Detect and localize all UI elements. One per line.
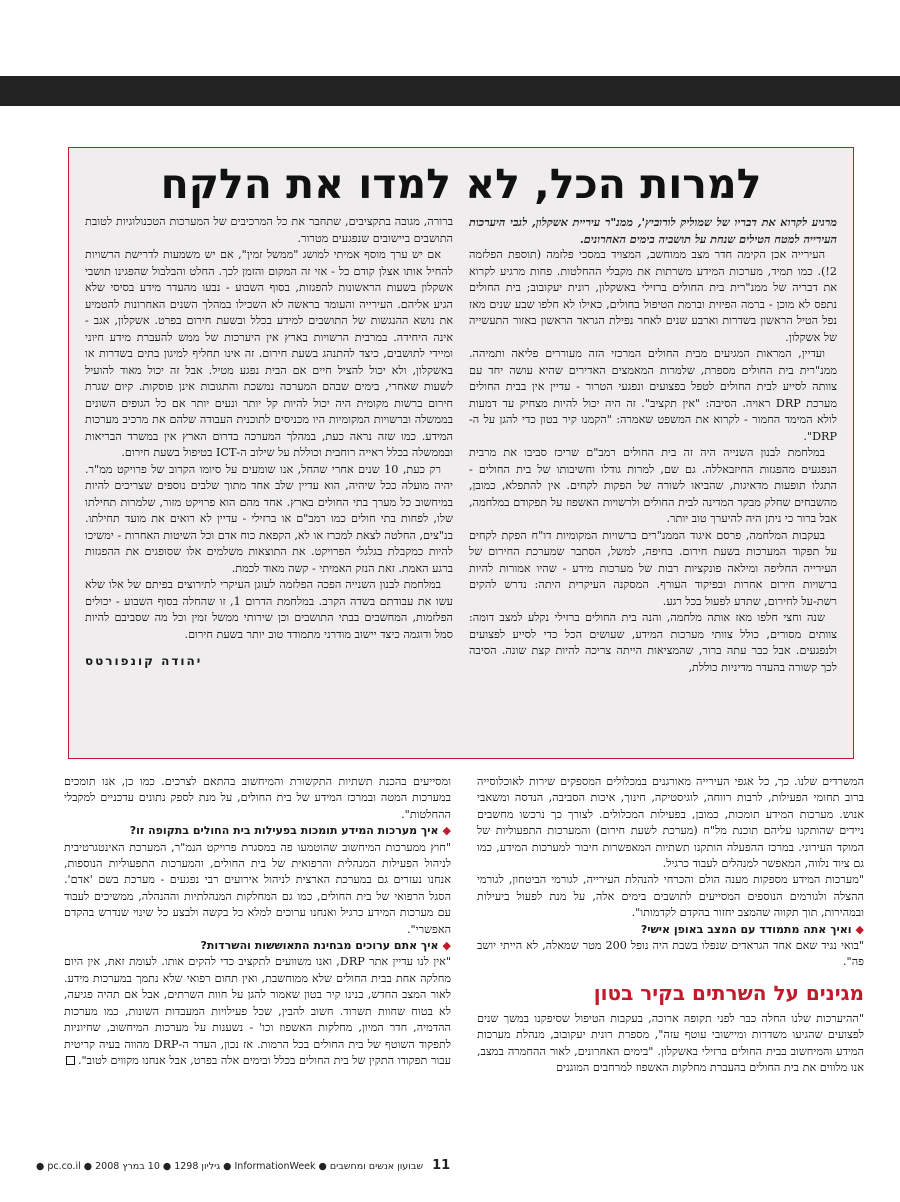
article-body: [64, 774, 864, 1150]
article-subheading: מגינים על השרתים בקיר בטון: [593, 980, 864, 1005]
article-paragraph: "ההיערכות שלנו החלה כבר לפני תקופה ארוכה, בעקבות הטיפול שסיפקנו במשך שנים לפצועים שהגיעו משדרות ומיישובי עוטף עזה", מספרת רונית יעקובוב, מנהלת מערכות המידע והמיחשוב בבית החולים ברזילי באשקלון. "בימים האחרונים, לאור ההחמרה במצב, אנו מלווים את בית החולים בהעברת מחלקות האשפוז למרחבים המוגנים: [477, 1011, 864, 1075]
interview-answer: "בואי נגיד שאם אחד הגראדים שנפלו בשבת היה נופל 200 מטר שמאלה, לא הייתי יושב פה".: [477, 939, 864, 969]
interview-question: [477, 922, 864, 938]
diamond-bullet-icon: ◆: [855, 922, 864, 936]
interview-question: [64, 823, 451, 839]
article-paragraph: "מערכות המידע מספקות מענה הולם והכרחי להנהלת העירייה, לגורמי הביטחון, לגורמי ההצלה ולגורמים הנוספים המסייעים לתושבים בימים אלה, על מנת לפעול ביעילות ובמהירות, תוך תקווה שהמצב יחזור בהקדם לקדמותו".: [477, 873, 864, 920]
top-black-bar: [0, 76, 900, 106]
question-text: איך אתם ערוכים מבחינת התאוששות והשרדות?: [200, 939, 439, 953]
editorial-paragraph: העירייה אכן הקימה חדר מצב ממוחשב, המצויד במסכי פלזמה (תוספת הפלזמה 2!). כמו תמיד, מערכות המידע משרתות את מקבלי ההחלטות. פחות מרגיע לקרוא את דבריה של ממנ"רית בית החולים ברזילי באשקלון, רונית יעקובוב; בית החולים נתפס לא מוכן - ברמה הפיזית וברמת הטיפול בחולים, כאילו לא חלפו שבע שנים מאז נפל הטיל הראשון בשדרות וארבע שנים לאחר נפילת הגראד הראשון באזור התעשייה של אשקלון.: [469, 248, 837, 344]
editorial-paragraph: שנה וחצי חלפו מאז אותה מלחמה, והנה בית החולים ברזילי נקלע למצב דומה: צוותים מסורים, כולל צוותי מערכות המידע, שעושים הכל כדי לסייע לפצועים ולנפגעים. אבל כבר עתה ברור, שהמציאות הייתה צריכה להיות קצת שונה. הסיבה לכך קשורה בהעדר מדיניות כוללת,: [469, 611, 837, 674]
editorial-paragraph: רק כעת, 10 שנים אחרי שהחל, אנו שומעים על סיומו הקרוב של פרויקט ממ"ר. יהיה מועלה ככל שיהיה, הוא עדיין שלב אחד מתוך שלבים נוספים שצריכים להיות במיחשוב כל מערך בתי החולים בארץ. אחד מהם הוא פרויקט מזור, שלמרות תחילתו שלו, לפחות בתי חולים כמו רמב"ם או ברזילי - עדיין לא רואים את מועד תחילתו. בנ"צים, החלטה לצאת למכרז או לא, הקפאת כוח אדם וכל השיטות האחרות - ימשיכו להיות כמקבלת בגלגלי הפרויקט. את התוצאות משלמים אלו שסופגים את ההפגזות ברגע האמת. זאת הנזק האמיתי - קשה מאוד לכמת.: [85, 462, 453, 575]
editorial-paragraph: במלחמת לבנון השנייה הפכה הפלזמה לעוגן העיקרי לתירוצים בפיתם של אלו שלא עשו את עבודתם בשדה הקרב. במלחמת הדרום 1, זו שהחלה בסוף השבוע - יכולים הפלזמות, המחשבים בבתי התושבים וכן שירותי ממשל זמין וכל מה שסביבם להיות סמל ודוגמה כיצד יישוב מודרני מתמודד טוב יותר בשעת חירום.: [85, 578, 453, 641]
publication-info: שבועון אנשים ומחשבים ● InformationWeek ● גיליון 1298 ● 10 במרץ 2008 ● pc.co.il ●: [36, 1161, 424, 1172]
end-of-article-icon: [66, 1056, 75, 1065]
editorial-title: למרות הכל, לא למדו את הלקח: [160, 160, 762, 208]
editorial-box: [68, 147, 854, 759]
interview-answer: [64, 954, 451, 1069]
answer-text: "אין לנו עדיין אתר DRP, ואנו משוועים לתקציב כדי להקים אותו. לעומת זאת, אין היום מחלקה אחת בבית החולים שלא ממוחשבת, ואין תחום רפואי שלא נתמך במערכות מידע. לאור המצב החדש, בנינו קיר בטון שאמור להגן על חוות השרתים, אבל אם תהיה פגיעה, לא בטוח שחוות תשרוד. חשוב להבין, שכל פעילויות המעבדות השונות, כמו מערכות ההדמיה, חדר המיון, מחלקות האשפוז וכו' - נשענות על מערכות המיחשוב, שחיוניות לתפקוד השוטף של בית החולים בכל הרמות. אז נכון, העדר ה-DRP מהווה בעיה קריטית עבור תפקודו התקין של בית החולים בכלל ובימים אלה בפרט, אבל אנחנו מקווים לטוב".: [64, 955, 451, 1067]
page-footer: [36, 1158, 836, 1174]
editorial-column-left: [85, 214, 453, 749]
editorial-paragraph: ועדיין, המראות המגיעים מבית החולים המרכזי הזה מעוררים פליאה ותמיהה. ממנ"רית בית החולים מספרת, שלמרות המאמצים האדירים שהיא עושה יחד עם צוותה לסייע לבית החולים לטפל בפצועים ונפגעי הטרור - עדיין אין בבית החולים מערכת DRP ראויה. הסיבה: "אין תקציב". זה היה יכול להיות מצחיק עד דמעות לולא המימד החמור - לקרוא את המשפט שאמרה: "הקמנו קיר בטון כדי להגן על ה-DRP".: [469, 347, 837, 443]
editorial-lead: מרגיע לקרוא את דבריו של שמוליק לורוביץ', ממנ"ר עיריית אשקלון, לגבי היערכות העירייה למטח הטילים שנחת על תושביה בימים האחרונים.: [469, 215, 837, 246]
editorial-paragraph: בעקבות המלחמה, פרסם איגוד הממנ"רים ברשויות המקומיות דו"ח הפקת לקחים על תפקוד המערכות בשעת חירום. בחיפה, למשל, הסתבר שמערכת החירום של העירייה החליפה ומילאה פונקציות רבות של מערכות מידע - שהיו אמורות להיות ברשויות חירום אחרות ובפיקוד העורף. המסקנה העיקרית היתה: נדרש להקים רשת-על לחירום, שתדע לפעול בכל רגע.: [469, 528, 837, 608]
question-text: ואיך אתה מתמודד עם המצב באופן אישי?: [640, 922, 852, 936]
question-text: איך מערכות המידע תומכות בפעילות בית החולים בתקופה זו?: [129, 824, 439, 838]
editorial-paragraph: אם יש ערך מוסף אמיתי למושג "ממשל זמין", אם יש משמעות לדרישת הרשויות להחיל אותו אצלן קודם כל - אזי זה המקום והזמן לכך. החלט והבלבול שהפגינו תושבי אשקלון בשעות הראשונות להפגזות, בסוף השבוע - נבעו מהעדר מידע בסיסי שלא הגיע אליהם. העירייה והעומד בראשה לא השכילו במהלך השנים האחרונות להטמיע את נושא ההנגשות של התושבים למידע בכלל ובשעת חירום בפרט. אשקלון, אגב - אינה היחידה. במרבית הרשויות בארץ אין היערכות של ממש להעברת מידע חיוני ומיידי לתושבים, כיצד להתנהג בשעת חירום. זה אינו תחליף למיגון בתים בשדרות או באשקלון, ולא יכול להציל חיים אם הבית נפגע מטיל. אבל זה יכול מאוד להועיל לשעות שאחרי, בימים שבהם המערכה נמשכת והתגובות אינן פוסקות. קיום שגרת חירום ברשות מקומית היה יכול להיות קל יותר ונעים יותר אם כל הגופים השונים בממשלה וברשויות המקומיות היו מכניסים לתוכנית העבודה שלהם את מרכיב מערכות המידע. כמו שזה נראה כעת, במהלך המערכה בדרום הארץ אין במשרד הבריאות ובממשלה בכלל ראייה רוחבית וכוללת על שילוב ה-ICT בטיפול בשעת חירום.: [85, 248, 453, 459]
editorial-paragraph: ברורה, מגובה בתקציבים, שתחבר את כל המרכיבים של המערכות הטכנולוגיות לטובת התושבים ביישובים שנפגעים מטרור.: [85, 215, 453, 245]
article-column-left: [64, 774, 451, 1150]
editorial-body: [85, 214, 837, 749]
article-column-right: [477, 774, 864, 1150]
diamond-bullet-icon: ◆: [442, 939, 451, 953]
article-paragraph: המשרדים שלנו. כך, כל אגפי העירייה מאורגנים במכלולים המספקים שירות לאוכלוסייה ברוב תחומי הפעילות, לרבות רווחה, לוגיסטיקה, חינוך, איכות הסביבה, הנדסה ומשאבי אנוש. מערכות המידע תומכות, כמובן, בפעילות המכלולים. לצורך כך נרכשו מחשבים ניידים שהותקנו עליהם תוכנת מל"ח (מערכת לשעת חירום) והמערכות התפעוליות של המוקד העירוני. במרכז ההפעלה הותקנו תשתיות המאפשרות חיבור למערכות המידע, כמו גם ציוד נלווה, המאפשר למנהלים לעבוד כרגיל.: [477, 775, 864, 871]
article-paragraph: ומסייעים בהכנת תשתיות התקשורת והמיחשוב בהתאם לצרכים. כמו כן, אנו תומכים במערכות המטה ובמרכז המידע של בית החולים, על מנת לספק נתונים עדכניים למקבלי ההחלטות".: [64, 775, 451, 821]
editorial-paragraph: במלחמת לבנון השנייה היה זה בית החולים רמב"ם שריכז סביבו את מרבית הנפגעים מהפגזות החיזבאללה. גם שם, למרות גודלו וחשיבותו של בית החולים - התגלו תופעות מדאיגות, שהביאו לשורה של הפקות לקחים. אין להתפלא, כמובן, מהשבחים שחלק מבקר המדינה לבית החולים ולרשויות האשפוז על תפקודם במלחמה, אבל ברור כי ניתן היה להיערך טוב יותר.: [469, 446, 837, 525]
interview-question: [64, 938, 451, 954]
diamond-bullet-icon: ◆: [442, 824, 451, 838]
editorial-author: יהודה קונפורטס: [85, 654, 203, 668]
editorial-column-right: [469, 214, 837, 749]
page-number: 11: [432, 1158, 451, 1173]
interview-answer: "חוץ ממערכות המיחשוב שהוטמעו פה במסגרת פרויקט הנמ"ר, המערכת האינטגרטיבית לניהול הפעילות המנהלית והרפואית של בית החולים, והמערכות התפעוליות הנוספות, אנחנו נעזרים גם במערכת הארצית לניהול אירועים רבי נפגעים - מערכת בשם 'אדם'. הסגל הרפואי של בית החולים, כמו גם המחלקות המנהלתיות וההנהלה, ממשיכים לעבוד עם מערכות המידע כרגיל ואנחנו ערוכים למלא כל בקשה ולבצע כל שינוי שנדרש בהקדם האפשרי".: [64, 840, 451, 936]
